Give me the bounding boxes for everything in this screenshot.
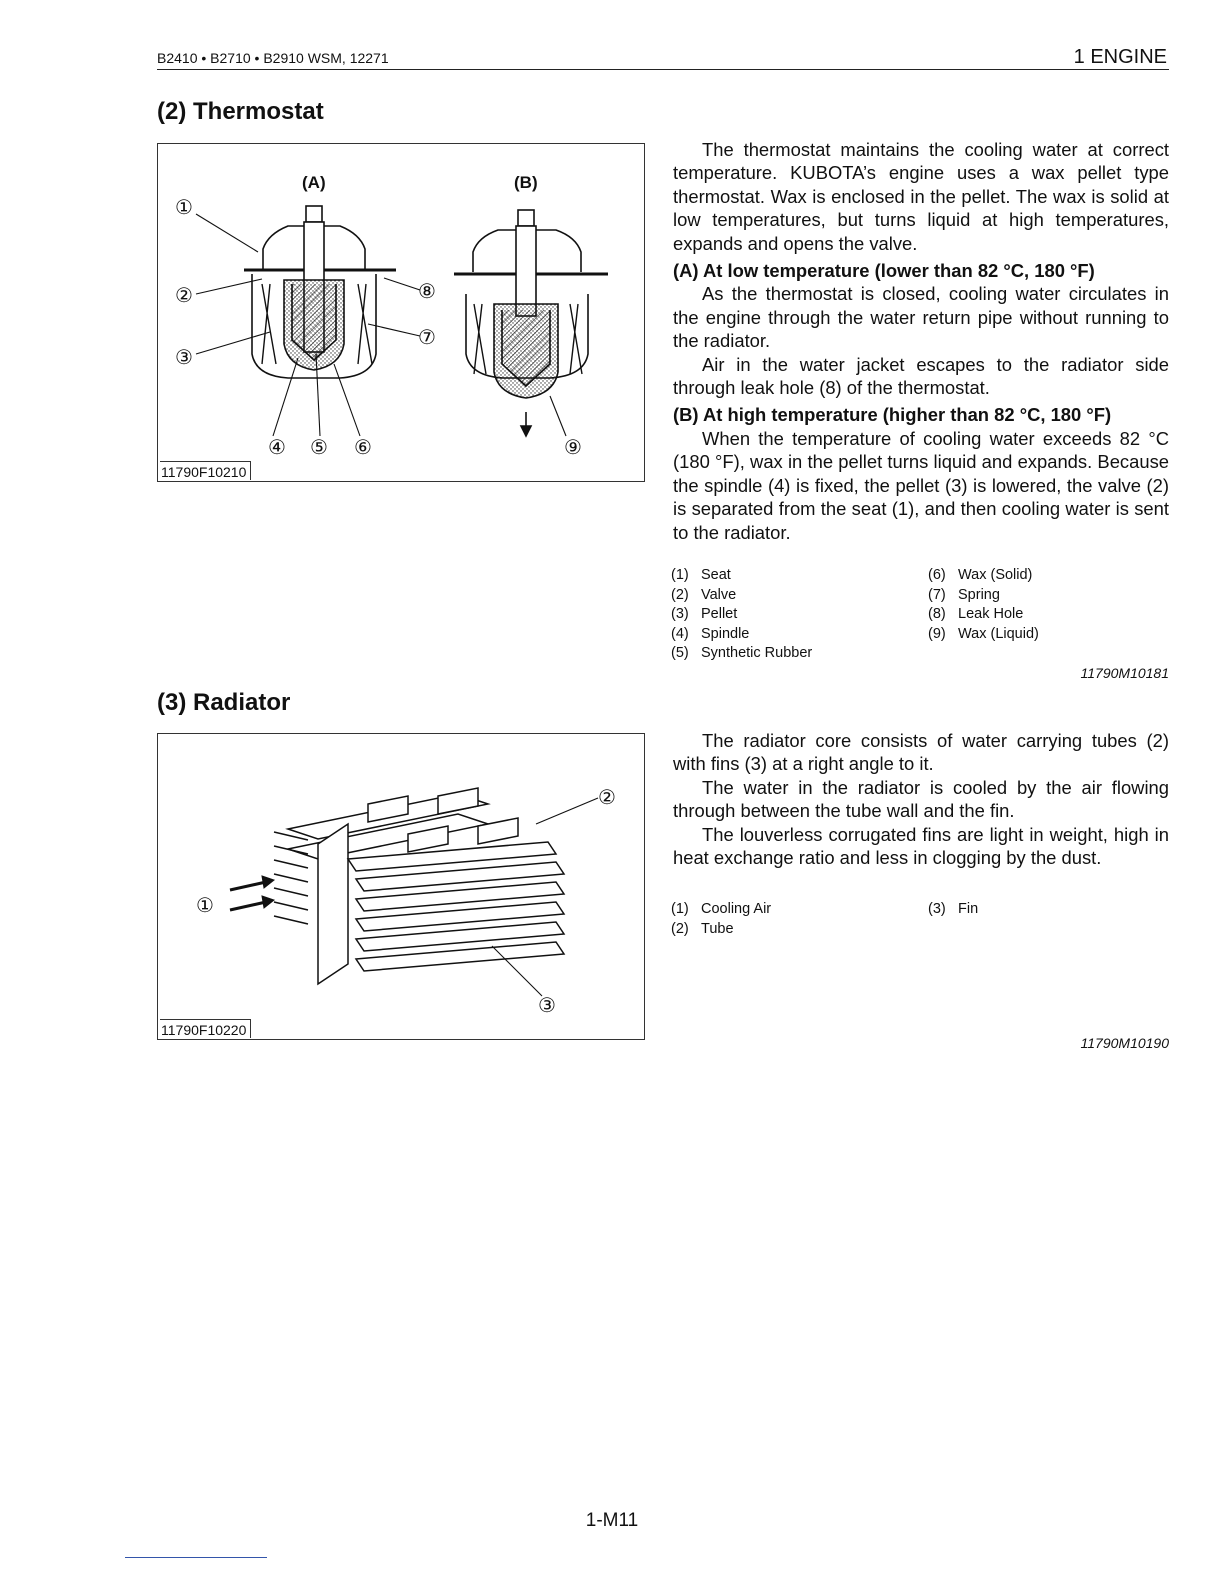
thermostat-high-temp-p1: When the temperature of cooling water exceeds 82 °C (180 °F), wax in the pellet turns liquid and expands. Because the spindle (4) is fixed, the pellet (3) is lowered, the valve (2) is separated from the seat (1), and then cooling water is sent to the radiator. — [673, 427, 1169, 543]
radiator-callout-1: ① — [196, 895, 214, 917]
radiator-callout-2: ② — [598, 787, 616, 809]
radiator-description — [673, 729, 1169, 869]
legend-label: Wax (Liquid) — [958, 625, 1039, 642]
thermostat-callout-3: ③ — [175, 347, 193, 369]
thermostat-figure — [157, 143, 645, 482]
page-number: 1-M11 — [585, 1510, 639, 1531]
radiator-p1: The radiator core consists of water carrying tubes (2) with fins (3) at a right angle to it. — [673, 730, 1169, 775]
legend-num: (3) — [671, 606, 689, 623]
cooling-air-arrows — [230, 876, 274, 910]
legend-label: Pellet — [701, 606, 738, 623]
legend-num: (1) — [671, 567, 689, 583]
legend-label: Valve — [701, 586, 737, 603]
radiator-p2: The water in the radiator is cooled by the air flowing through between the tube wall and the fin. — [673, 776, 1169, 822]
legend-row — [671, 625, 1039, 645]
thermostat-label-b: (B) — [514, 173, 538, 192]
legend-label: Wax (Solid) — [958, 567, 1033, 583]
legend-label: Synthetic Rubber — [701, 645, 813, 662]
radiator-figure — [157, 733, 645, 1040]
legend-label: Tube — [701, 920, 734, 937]
legend-num: (1) — [671, 901, 689, 917]
legend-num: (8) — [928, 606, 946, 623]
radiator-illustration — [158, 734, 644, 1039]
legend-row — [671, 644, 812, 664]
thermostat-callout-9: ⑨ — [564, 437, 582, 459]
thermostat-b-drawing — [454, 210, 608, 436]
radiator-core-drawing — [274, 788, 564, 984]
thermostat-high-temp-heading: (B) At high temperature (higher than 82 °C, 180 °F) — [673, 404, 1112, 426]
header-rule — [157, 69, 1169, 70]
thermostat-callout-7: ⑦ — [418, 327, 436, 349]
legend-label: Cooling Air — [701, 901, 772, 917]
thermostat-figure-id: 11790F10210 — [160, 461, 251, 480]
legend-row — [671, 900, 979, 920]
thermostat-description — [673, 138, 1169, 544]
thermostat-intro: The thermostat maintains the cooling water at correct temperature. KUBOTA’s engine uses a wax pellet type thermostat. Wax is enclosed in the pellet. The wax is solid at low temperatures, but turns liquid at high temperatures, expands and opens the valve. — [673, 139, 1169, 254]
legend-label: Leak Hole — [958, 606, 1024, 623]
legend-row — [671, 605, 1024, 625]
thermostat-doc-ref: 11790M10181 — [1080, 665, 1169, 681]
legend-label: Spindle — [701, 625, 750, 642]
radiator-callout-3: ③ — [538, 995, 556, 1017]
legend-num: (6) — [928, 567, 946, 583]
legend-num: (7) — [928, 586, 946, 603]
thermostat-callout-1: ① — [175, 197, 193, 219]
header-model-info: B2410 • B2710 • B2910 WSM, 12271 — [157, 50, 389, 66]
thermostat-legend — [671, 566, 1039, 664]
legend-row — [671, 566, 1033, 586]
legend-num: (9) — [928, 625, 946, 642]
legend-label: Fin — [958, 901, 979, 917]
thermostat-callout-8: ⑧ — [418, 281, 436, 303]
thermostat-callout-4: ④ — [268, 437, 286, 459]
thermostat-low-temp-heading: (A) At low temperature (lower than 82 °C, 180 °F) — [673, 260, 1095, 282]
radiator-legend — [671, 900, 979, 939]
thermostat-low-temp-p2: Air in the water jacket escapes to the radiator side through leak hole (8) of the thermostat. — [673, 353, 1169, 399]
thermostat-callout-2: ② — [175, 285, 193, 307]
legend-row — [671, 586, 1000, 606]
thermostat-callout-6: ⑥ — [354, 437, 372, 459]
thermostat-label-a: (A) — [302, 173, 326, 192]
legend-label: Spring — [958, 586, 1000, 603]
radiator-section-title: (3) Radiator — [157, 689, 291, 716]
footer-rule — [125, 1557, 267, 1558]
thermostat-a-drawing — [244, 206, 396, 378]
radiator-figure-id: 11790F10220 — [160, 1019, 251, 1038]
thermostat-low-temp-p1: As the thermostat is closed, cooling water circulates in the engine through the water return pipe without running to the radiator. — [673, 283, 1169, 352]
legend-label: Seat — [701, 567, 731, 583]
thermostat-section-title: (2) Thermostat — [157, 98, 324, 125]
legend-row — [671, 920, 771, 940]
legend-num: (5) — [671, 645, 689, 662]
legend-num: (2) — [671, 920, 689, 937]
radiator-doc-ref: 11790M10190 — [1080, 1035, 1169, 1051]
legend-num: (4) — [671, 625, 689, 642]
thermostat-illustration — [158, 144, 644, 481]
legend-num: (3) — [928, 901, 946, 917]
thermostat-callout-5: ⑤ — [310, 437, 328, 459]
legend-num: (2) — [671, 586, 689, 603]
radiator-p3: The louverless corrugated fins are light in weight, high in heat exchange ratio and less in clogging by the dust. — [673, 823, 1169, 869]
header-chapter: 1 ENGINE — [1073, 46, 1167, 68]
